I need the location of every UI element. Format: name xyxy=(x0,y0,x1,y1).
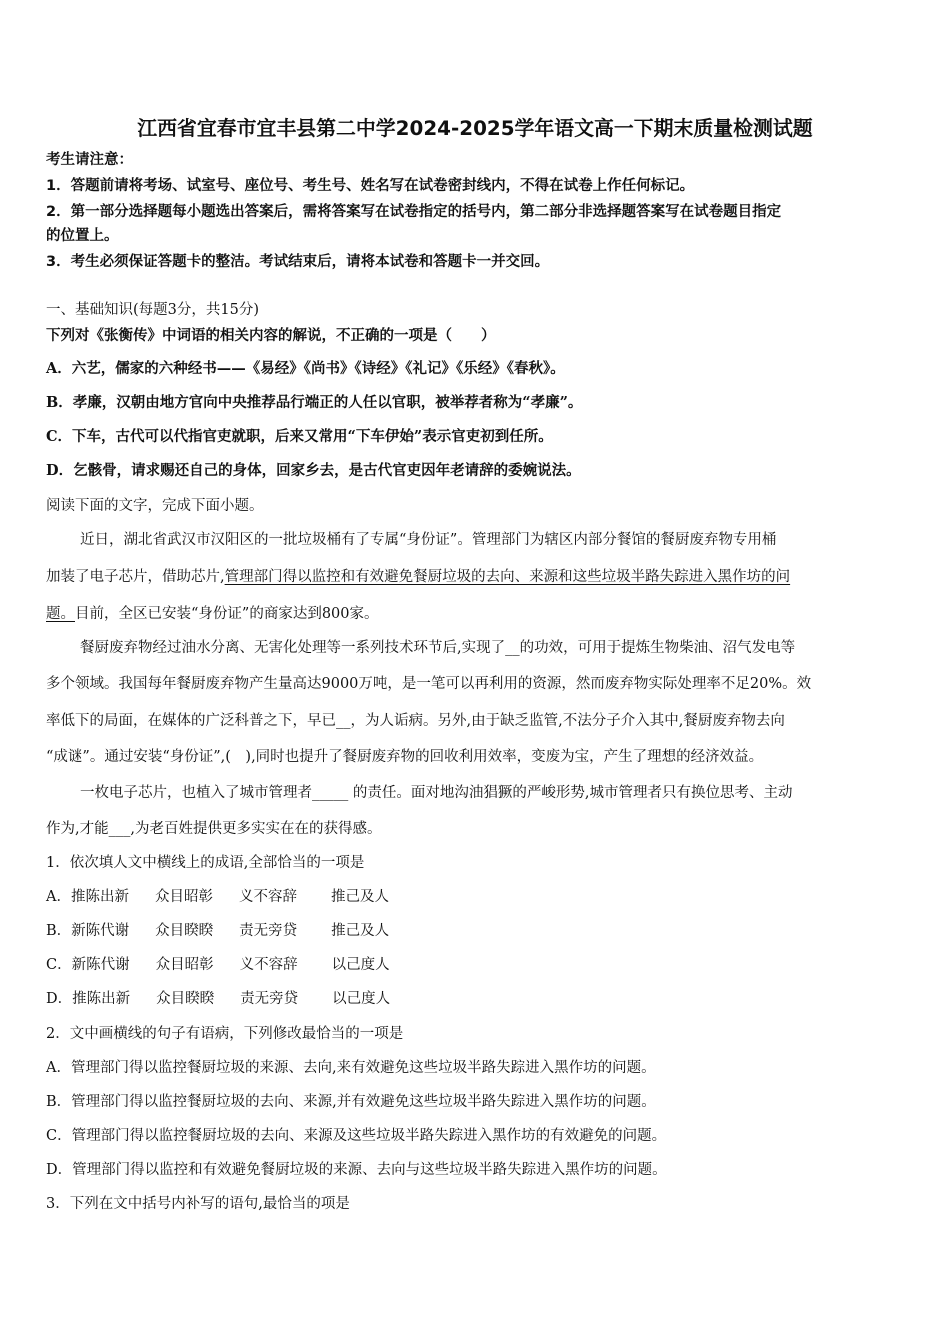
q1-option-a xyxy=(46,887,389,907)
q1-word: 推己及人 xyxy=(330,889,389,905)
passage-p3-line1: 一枚电子芯片，也植入了城市管理者_____ 的责任。面对地沟油猖獗的严峻形势,城市管理者只有换位思考、主动 xyxy=(80,785,793,801)
section-option-d: D．乞骸骨，请求赐还自己的身体，回家乡去，是古代官吏因年老请辞的委婉说法。 xyxy=(46,462,581,479)
section-option-a: A．六艺，儒家的六种经书——《易经》《尚书》《诗经》《礼记》《乐经》《春秋》。 xyxy=(46,360,565,377)
q1-word: 新陈代谢 xyxy=(71,957,130,973)
underlined-sentence: 管理部门得以监控和有效避免餐厨垃圾的去向、来源和这些垃圾半路失踪进入黑作坊的问 xyxy=(224,569,791,585)
q1-option-letter: C． xyxy=(46,957,72,973)
passage-p1-line3-plain: 目前，全区已安装“身份证”的商家达到800家。 xyxy=(75,606,379,622)
q2-option-b: B．管理部门得以监控餐厨垃圾的去向、来源,并有效避免这些垃圾半路失踪进入黑作坊的问题。 xyxy=(46,1094,656,1110)
q1-word: 众目昭彰 xyxy=(154,889,213,905)
q1-word: 义不容辞 xyxy=(238,889,297,905)
q1-option-letter: D． xyxy=(46,991,73,1007)
q1-word: 以己度人 xyxy=(332,991,391,1007)
notice-item-1: 1．答题前请将考场、试室号、座位号、考生号、姓名写在试卷密封线内，不得在试卷上作任何标记。 xyxy=(46,178,695,194)
q1-word: 推己及人 xyxy=(331,923,390,939)
q1-word: 推陈出新 xyxy=(72,991,131,1007)
q2-option-a: A．管理部门得以监控餐厨垃圾的来源、去向,来有效避免这些垃圾半路失踪进入黑作坊的问题。 xyxy=(46,1060,656,1076)
section-option-c: C．下车，古代可以代指官吏就职，后来又常用“下车伊始”表示官吏初到任所。 xyxy=(46,428,553,445)
passage-p2-line1: 餐厨废弃物经过油水分离、无害化处理等一系列技术环节后,实现了__的功效，可用于提炼生物柴油、沼气发电等 xyxy=(80,640,796,656)
passage-p1-line2-plain: 加装了电子芯片，借助芯片, xyxy=(46,569,225,585)
q1-word: 义不容辞 xyxy=(239,957,298,973)
q2-stem: 2．文中画横线的句子有语病，下列修改最恰当的一项是 xyxy=(46,1026,404,1042)
q1-word: 责无旁贷 xyxy=(239,923,298,939)
q1-word: 众目睽睽 xyxy=(156,991,215,1007)
q3-stem: 3．下列在文中括号内补写的语句,最恰当的项是 xyxy=(46,1196,350,1212)
q1-option-b xyxy=(46,921,389,941)
passage-p1-line1: 近日，湖北省武汉市汉阳区的一批垃圾桶有了专属“身份证”。管理部门为辖区内部分餐馆的餐厨废弃物专用桶 xyxy=(80,532,777,548)
passage-p1-line3 xyxy=(46,604,379,624)
q1-word: 推陈出新 xyxy=(70,889,129,905)
q1-option-letter: B． xyxy=(46,923,72,939)
q1-word: 新陈代谢 xyxy=(71,923,130,939)
passage-p2-line4: “成谜”。通过安装“身份证”,( ),同时也提升了餐厨废弃物的回收利用效率，变废为宝，产生了理想的经济效益。 xyxy=(46,749,764,765)
q1-stem: 1．依次填人文中横线上的成语,全部恰当的一项是 xyxy=(46,855,365,871)
passage-p1-line2 xyxy=(46,567,790,587)
section-option-b: B．孝廉，汉朝由地方官向中央推荐品行端正的人任以官职，被举荐者称为“孝廉”。 xyxy=(46,394,583,411)
exam-title: 江西省宜春市宜丰县第二中学2024-2025学年语文高一下期末质量检测试题 xyxy=(137,117,813,140)
notice-heading: 考生请注意： xyxy=(46,152,133,168)
q1-word: 以己度人 xyxy=(331,957,390,973)
q2-option-c: C．管理部门得以监控餐厨垃圾的去向、来源及这些垃圾半路失踪进入黑作坊的有效避免的问题。 xyxy=(46,1128,667,1144)
reading-intro: 阅读下面的文字，完成下面小题。 xyxy=(46,498,264,514)
underlined-sentence-end: 题。 xyxy=(46,606,75,622)
q2-option-d: D．管理部门得以监控和有效避免餐厨垃圾的来源、去向与这些垃圾半路失踪进入黑作坊的问题。 xyxy=(46,1162,667,1178)
q1-option-d xyxy=(46,989,390,1009)
q1-word: 众目睽睽 xyxy=(155,923,214,939)
section-heading: 一、基础知识(每题3分，共15分) xyxy=(46,302,259,318)
section-question: 下列对《张衡传》中词语的相关内容的解说，不正确的一项是（ ） xyxy=(46,327,496,344)
passage-p2-line3: 率低下的局面，在媒体的广泛科普之下，早已__，为人诟病。另外,由于缺乏监管,不法分子介入其中,餐厨废弃物去向 xyxy=(46,713,785,729)
q1-word: 责无旁贷 xyxy=(240,991,299,1007)
passage-p3-line2: 作为,才能___,为老百姓提供更多实实在在的获得感。 xyxy=(46,821,382,837)
q1-option-c xyxy=(46,955,390,975)
notice-item-2-cont: 的位置上。 xyxy=(46,228,119,244)
q1-word: 众目昭彰 xyxy=(155,957,214,973)
notice-item-3: 3．考生必须保证答题卡的整洁。考试结束后，请将本试卷和答题卡一并交回。 xyxy=(46,254,550,270)
notice-item-2: 2．第一部分选择题每小题选出答案后，需将答案写在试卷指定的括号内，第二部分非选择题答案写在试卷题目指定 xyxy=(46,204,782,220)
passage-p2-line2: 多个领域。我国每年餐厨废弃物产生量高达9000万吨，是一笔可以再利用的资源，然而废弃物实际处理率不足20%。效 xyxy=(46,676,812,692)
q1-option-letter: A． xyxy=(46,889,71,905)
